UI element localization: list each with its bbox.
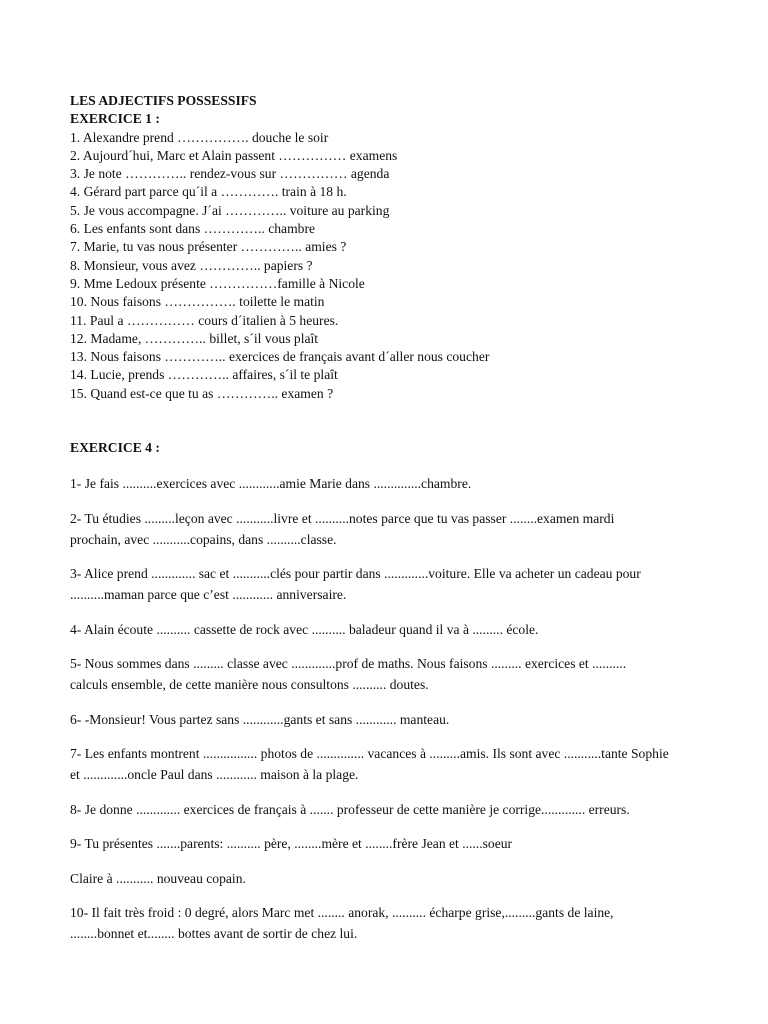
exercise-4-item (70, 833, 730, 854)
exercise-4-item (70, 563, 730, 605)
document-title: LES ADJECTIFS POSSESSIFS (70, 93, 257, 108)
exercise-4-line: ..........maman parce que c’est ............ anniversaire. (70, 587, 347, 603)
exercise-4-item (70, 743, 730, 785)
exercise-4-line: ........bonnet et........ bottes avant de sortir de chez lui. (70, 926, 358, 942)
exercise-1-item: 5. Je vous accompagne. J´ai ………….. voiture au parking (70, 202, 390, 218)
exercise-4-item (70, 868, 730, 889)
exercise-1-item: 13. Nous faisons ………….. exercices de français avant d´aller nous coucher (70, 349, 490, 365)
exercise-4-line: et .............oncle Paul dans ............ maison à la plage. (70, 767, 359, 783)
exercise-4-item (70, 653, 730, 695)
exercise-1-item: 11. Paul a …………… cours d´italien à 5 heures. (70, 312, 339, 328)
exercise-4-heading: EXERCICE 4 : (70, 440, 160, 456)
exercise-1-item: 3. Je note ………….. rendez-vous sur …………… agenda (70, 166, 390, 182)
exercise-1-item: 10. Nous faisons ……………. toilette le matin (70, 294, 325, 310)
exercise-1-item: 1. Alexandre prend ……………. douche le soir (70, 129, 329, 145)
exercise-1-item: 12. Madame, ………….. billet, s´il vous plaît (70, 330, 319, 346)
exercise-4-line: 2- Tu étudies .........leçon avec ...........livre et ..........notes parce que tu vas passer ........examen mardi (70, 510, 615, 526)
exercise-1-heading: EXERCICE 1 : (70, 111, 160, 127)
exercise-1-item: 4. Gérard part parce qu´il a …………. train à 18 h. (70, 184, 347, 200)
exercise-4-line: 7- Les enfants montrent ................ photos de .............. vacances à .........amis. Ils sont avec ...........tante Sophie (70, 746, 669, 762)
exercise-4-item (70, 508, 730, 550)
exercise-1-item: 15. Quand est-ce que tu as ………….. examen ? (70, 385, 334, 401)
exercise-4-line: 3- Alice prend ............. sac et ...........clés pour partir dans .............voiture. Elle va acheter un cadeau pour (70, 566, 641, 582)
exercise-4-item (70, 902, 730, 944)
exercise-4-line: 10- Il fait très froid : 0 degré, alors Marc met ........ anorak, .......... écharpe grise,.........gants de laine, (70, 905, 614, 921)
exercise-4-item (70, 619, 730, 640)
document-page (70, 92, 730, 958)
exercise-1-item: 2. Aujourd´hui, Marc et Alain passent …………… examens (70, 147, 398, 163)
exercise-4-section (70, 473, 730, 944)
exercise-1-item: 7. Marie, tu vas nous présenter ………….. amies ? (70, 239, 347, 255)
exercise-4-line: 1- Je fais ..........exercices avec ............amie Marie dans ..............chambre. (70, 476, 472, 492)
exercise-4-line: 4- Alain écoute .......... cassette de rock avec .......... baladeur quand il va à ......... école. (70, 621, 539, 637)
exercise-4-line: 8- Je donne ............. exercices de français à ....... professeur de cette manière je corrige............. erreurs. (70, 801, 630, 817)
exercise-1-item: 9. Mme Ledoux présente ……………famille à Nicole (70, 275, 365, 291)
exercise-4-item (70, 473, 730, 494)
exercise-4-line: Claire à ........... nouveau copain. (70, 870, 246, 886)
exercise-1-item: 14. Lucie, prends ………….. affaires, s´il te plaît (70, 367, 338, 383)
exercise-4-line: prochain, avec ...........copains, dans ..........classe. (70, 531, 337, 547)
exercise-1-item: 8. Monsieur, vous avez ………….. papiers ? (70, 257, 313, 273)
exercise-1-section (70, 110, 730, 403)
exercise-4-line: 9- Tu présentes .......parents: .......... père, ........mère et ........frère Jean et ......soeur (70, 836, 513, 852)
exercise-4-item (70, 799, 730, 820)
exercise-4-item (70, 709, 730, 730)
exercise-1-item: 6. Les enfants sont dans ………….. chambre (70, 221, 316, 237)
exercise-4-line: 5- Nous sommes dans ......... classe avec .............prof de maths. Nous faisons ......... exercices et .......... (70, 656, 627, 672)
exercise-4-line: 6- -Monsieur! Vous partez sans ............gants et sans ............ manteau. (70, 711, 450, 727)
exercise-4-line: calculs ensemble, de cette manière nous consultons .......... doutes. (70, 677, 429, 693)
